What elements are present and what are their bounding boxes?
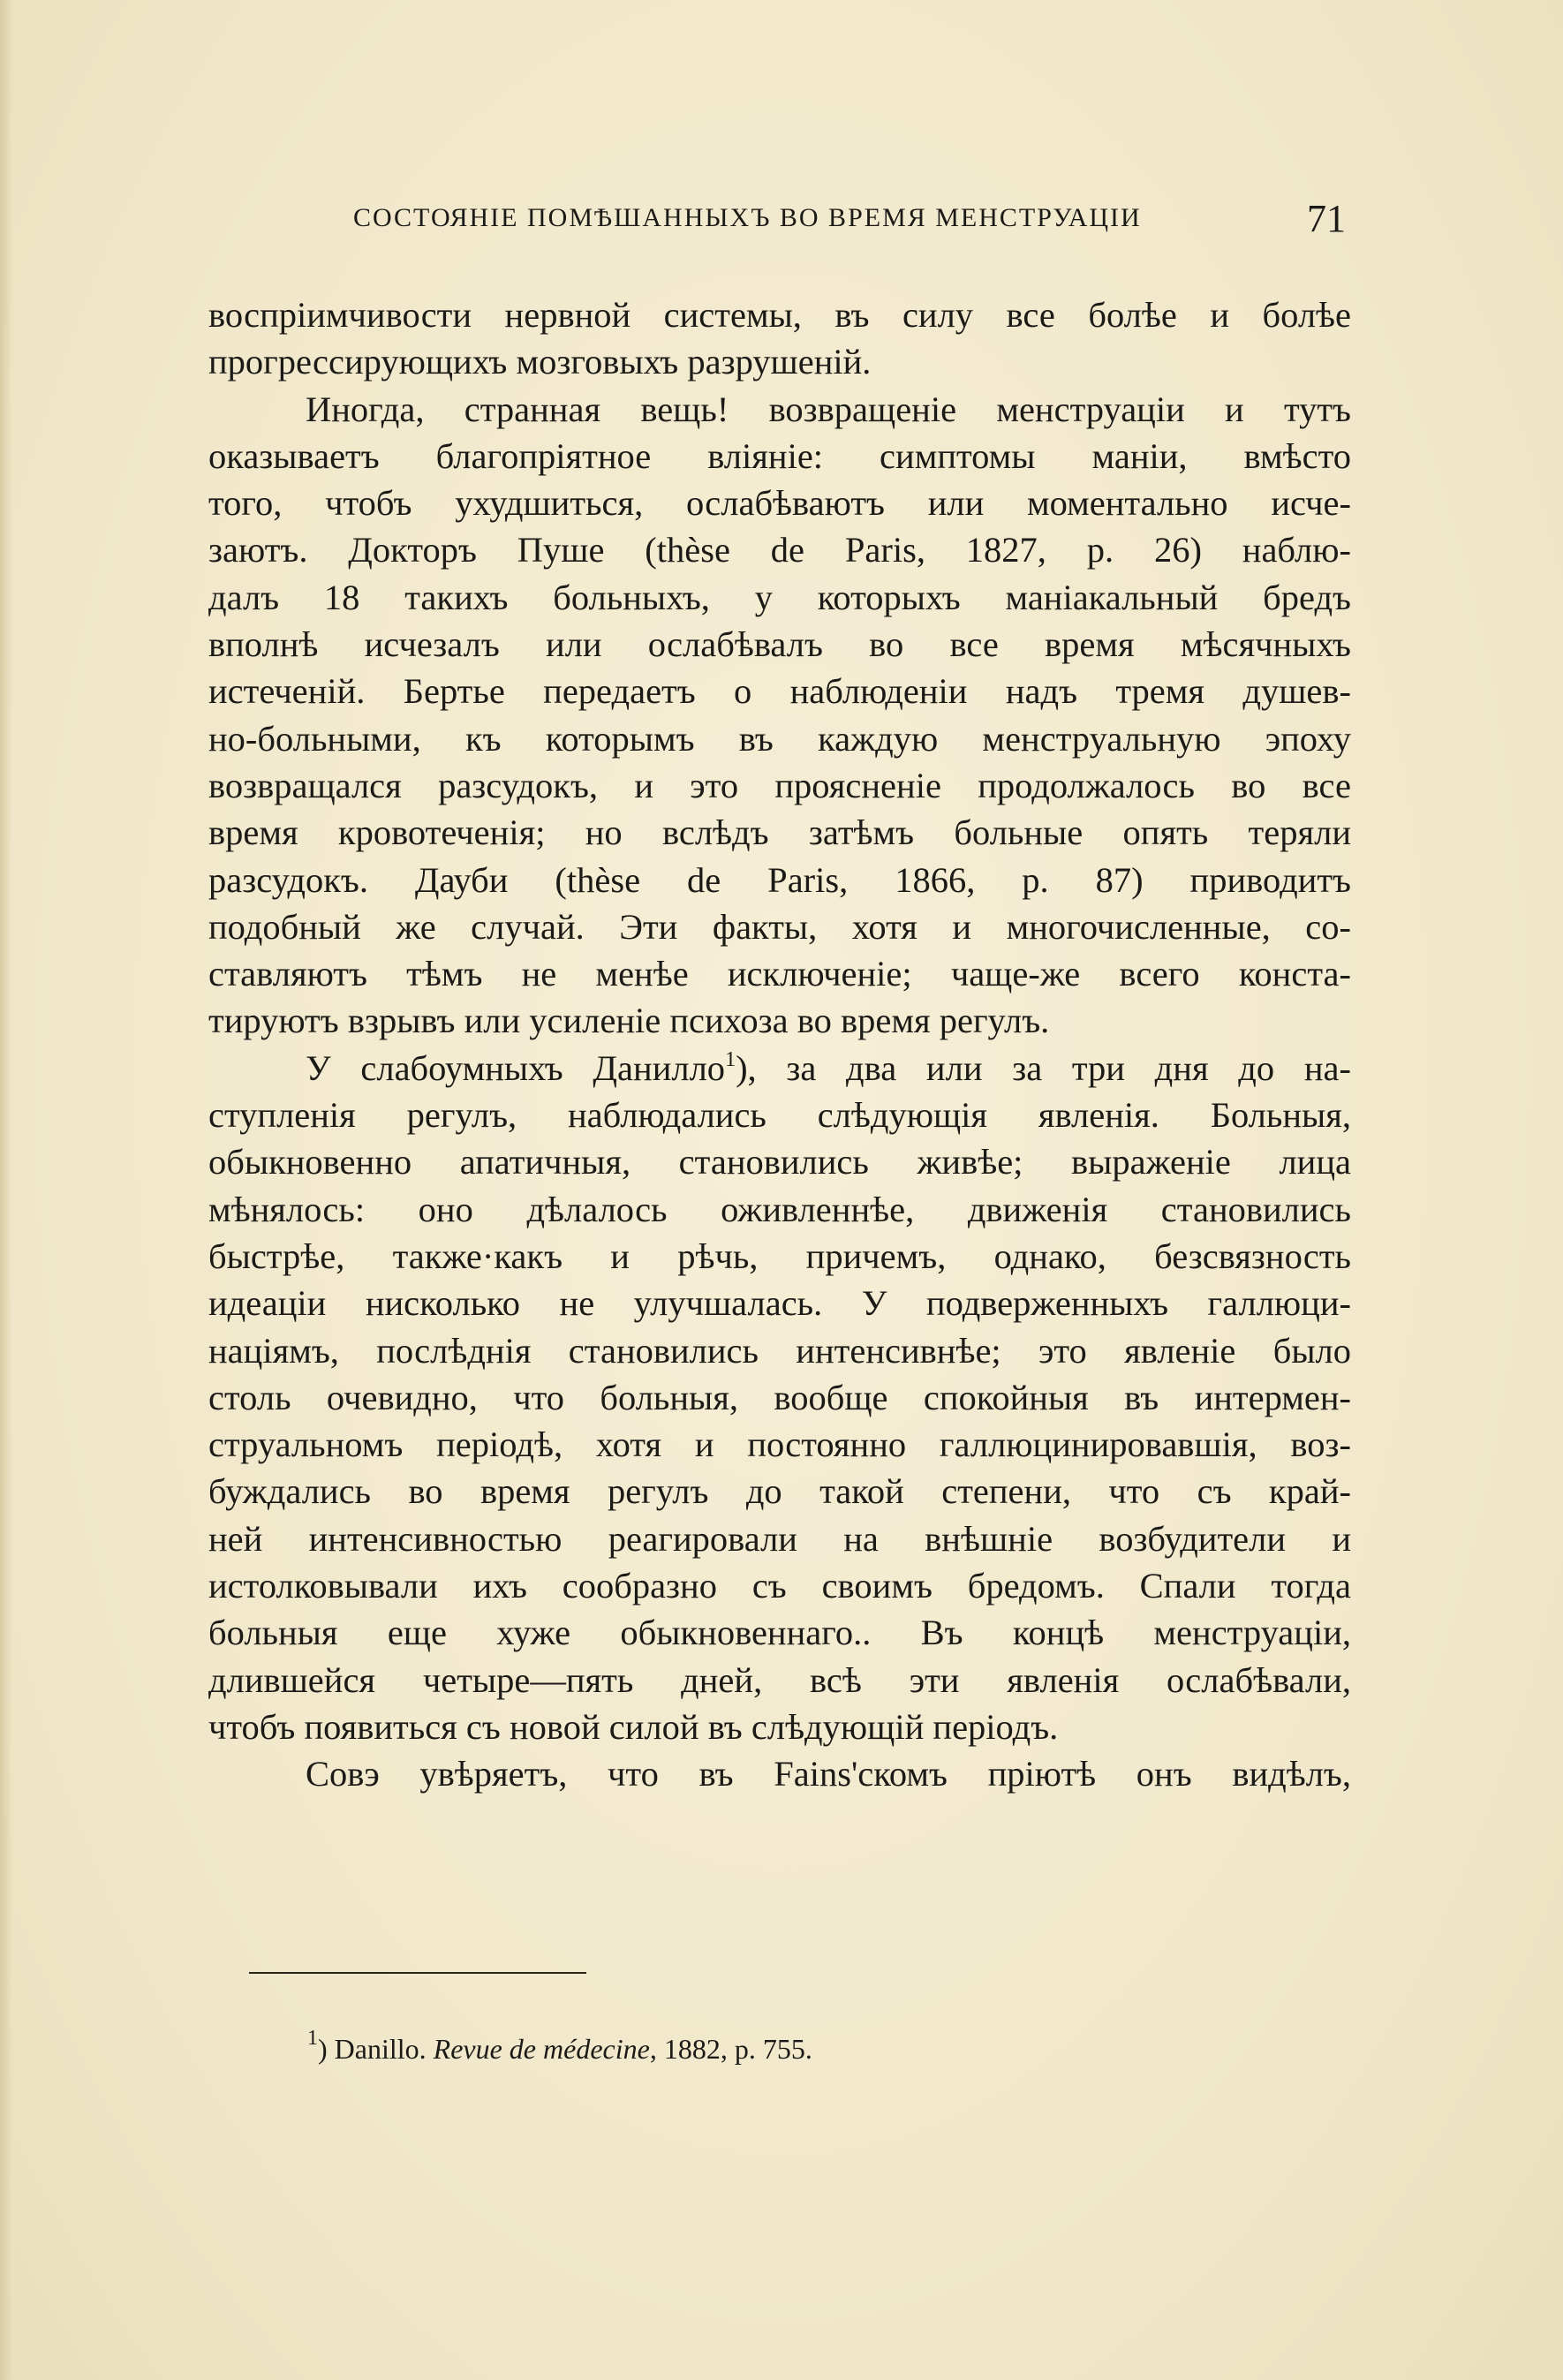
text-line-content: вполнѣ исчезалъ или ослабѣвалъ во все время мѣсячныхъ [208, 624, 1351, 665]
text-line-content: струальномъ періодѣ, хотя и постоянно галлюцинировавшія, воз- [208, 1424, 1351, 1465]
text-line [208, 668, 1351, 714]
text-line-content: но-больными, къ которымъ въ каждую менструальную эпоху [208, 718, 1351, 759]
text-line [208, 1468, 1351, 1515]
text-line-content: Иногда, странная вещь! возвращеніе менструаціи и тутъ [306, 389, 1351, 429]
text-line [208, 480, 1351, 526]
text-line [208, 1327, 1351, 1374]
body-text [208, 291, 1351, 1798]
text-line [208, 997, 1351, 1044]
text-line-content: возвращался разсудокъ, и это проясненіе продолжалось во все [208, 765, 1351, 805]
text-line [208, 621, 1351, 668]
footnote [307, 2027, 812, 2066]
text-line [208, 1562, 1351, 1609]
text-line-content: ступленія регулъ, наблюдались слѣдующія явленія. Больныя, [208, 1095, 1351, 1136]
footnote-separator [249, 1972, 586, 1974]
text-line [208, 857, 1351, 903]
page-edge-shadow [0, 0, 12, 2380]
text-line [208, 1657, 1351, 1704]
text-line-content: воспріимчивости нервной системы, въ силу все болѣе и болѣе [208, 295, 1351, 335]
footnote-reference-mark: 1 [725, 1047, 736, 1071]
page-header [353, 196, 1346, 240]
text-line [208, 1280, 1351, 1326]
footnote-details: , 1882, p. 755. [649, 2033, 812, 2065]
text-line-content: націямъ, послѣднія становились интенсивнѣе; это явленіе было [208, 1330, 1351, 1371]
text-line [208, 291, 1351, 338]
text-line [208, 1045, 1351, 1092]
text-line-content: того, чтобъ ухудшиться, ослабѣваютъ или моментально исче- [208, 483, 1351, 524]
text-line-content: далъ 18 такихъ больныхъ, у которыхъ маніакальный бредъ [208, 577, 1351, 617]
text-line-content: быстрѣе, также·какъ и рѣчь, причемъ, однако, безсвязность [208, 1235, 1351, 1276]
text-line [208, 762, 1351, 809]
text-line-content: истеченій. Бертье передаетъ о наблюденіи надъ тремя душев- [208, 671, 1351, 712]
text-line [208, 386, 1351, 433]
text-line-content: идеаціи нисколько не улучшалась. У подверженныхъ галлюци- [208, 1283, 1351, 1324]
text-line [208, 1092, 1351, 1138]
text-line-content: больныя еще хуже обыкновеннаго.. Въ концѣ менструаціи, [208, 1613, 1351, 1653]
text-line [208, 903, 1351, 950]
text-line [208, 1374, 1351, 1421]
text-line [208, 526, 1351, 573]
footnote-mark: 1 [307, 2027, 318, 2050]
text-line-content: Совэ увѣряетъ, что въ Fains'скомъ пріютѣ онъ видѣлъ, [306, 1754, 1351, 1794]
text-line [208, 433, 1351, 480]
text-line-content: ней интенсивностью реагировали на внѣшніе возбудители и [208, 1518, 1351, 1559]
text-line [208, 1750, 1351, 1797]
text-line [208, 1138, 1351, 1185]
text-line [208, 950, 1351, 997]
text-line-content: подобный же случай. Эти факты, хотя и многочисленные, со- [208, 906, 1351, 947]
page-number: 71 [1307, 197, 1346, 240]
text-line-content: длившейся четыре—пять дней, всѣ эти явленія ослабѣвали, [208, 1659, 1351, 1700]
text-line-content: прогрессирующихъ мозговыхъ разрушеній. [208, 342, 872, 382]
text-line [208, 1609, 1351, 1656]
text-line-content: заютъ. Докторъ Пуше (thèse de Paris, 1827, p. 26) наблю- [208, 530, 1351, 570]
text-line-content: разсудокъ. Дауби (thèse de Paris, 1866, p. 87) приводитъ [208, 859, 1351, 900]
text-line [208, 1186, 1351, 1233]
text-line [208, 1421, 1351, 1468]
text-line [208, 715, 1351, 762]
text-line [208, 574, 1351, 621]
text-line [208, 1704, 1351, 1750]
footnote-author: ) Danillo. [318, 2033, 427, 2065]
text-line-content: оказываетъ благопріятное вліяніе: симптомы маніи, вмѣсто [208, 435, 1351, 476]
text-line [208, 1233, 1351, 1280]
text-line-content: обыкновенно апатичныя, становились живѣе; выраженіе лица [208, 1142, 1351, 1182]
text-line-content: буждались во время регулъ до такой степени, что съ край- [208, 1471, 1351, 1512]
text-line [208, 809, 1351, 856]
text-line-continuation: ), за два или за три дня до на- [736, 1047, 1351, 1088]
text-line-content: мѣнялось: оно дѣлалось оживленнѣе, движенія становились [208, 1189, 1351, 1229]
running-title: СОСТОЯНІЕ ПОМѢШАННЫХЪ ВО ВРЕМЯ МЕНСТРУАЦІИ [353, 203, 1142, 232]
text-line-content: время кровотеченія; но вслѣдъ затѣмъ больные опять теряли [208, 812, 1351, 853]
text-line-content: столь очевидно, что больныя, вообще спокойныя въ интермен- [208, 1377, 1351, 1417]
footnote-journal: Revue de médecine [433, 2033, 650, 2065]
text-line-content: ставляютъ тѣмъ не менѣе исключеніе; чаще-же всего конста- [208, 954, 1351, 994]
text-line-content: тируютъ взрывъ или усиленіе психоза во время регулъ. [208, 1001, 1050, 1041]
text-line [208, 338, 1351, 385]
text-line-content: У слабоумныхъ Данилло [306, 1047, 726, 1088]
text-line-content: чтобъ появиться съ новой силой въ слѣдующій періодъ. [208, 1706, 1059, 1747]
text-line-content: истолковывали ихъ сообразно съ своимъ бредомъ. Спали тогда [208, 1566, 1351, 1606]
text-line [208, 1515, 1351, 1562]
